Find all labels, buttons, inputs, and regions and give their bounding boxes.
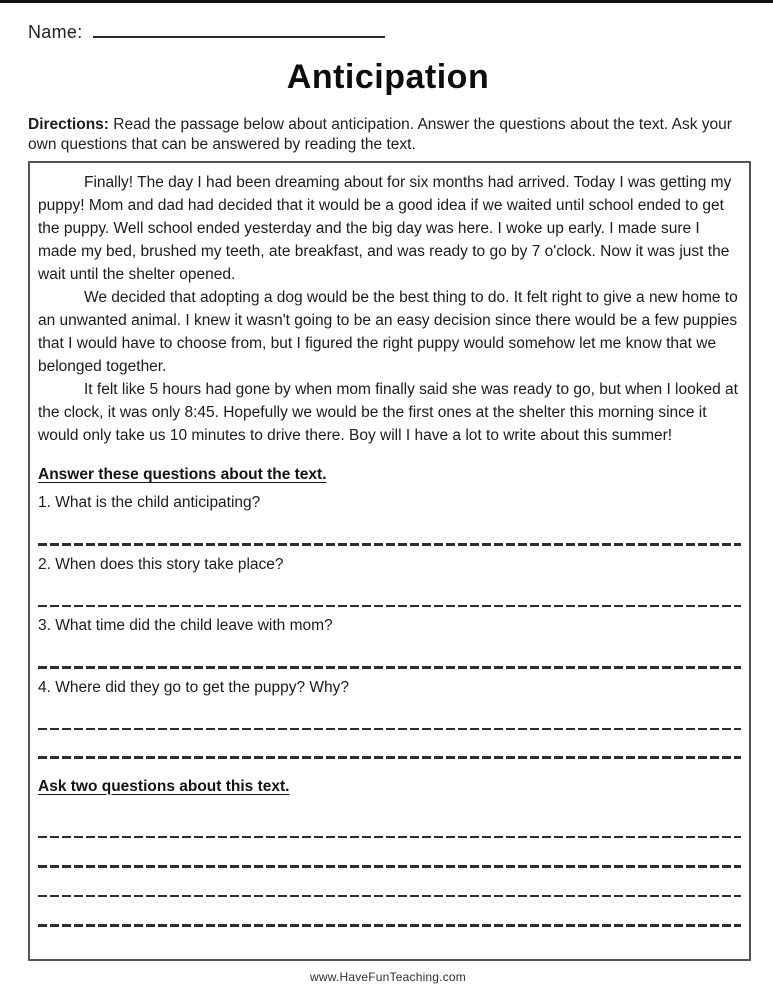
answer-blank-line (38, 924, 741, 927)
footer-url: www.HaveFunTeaching.com (309, 970, 466, 984)
answer-blank-line (38, 756, 741, 759)
answer-blank-line (38, 728, 741, 731)
passage-paragraph-2: We decided that adopting a dog would be the best thing to do. It felt right to give a new home to an unwanted animal. I knew it wasn't going to be an easy decision since there would be a few puppies that I would have to choose from, but I figured the right puppy would somehow let me know that we belonged together. (38, 289, 738, 375)
directions-label: Directions: (28, 116, 109, 133)
answer-blank-line (38, 895, 741, 898)
answer-blank-line (38, 836, 741, 839)
ask-section-header: Ask two questions about this text. (38, 777, 290, 795)
question-3: 3. What time did the child leave with mom? (38, 617, 333, 634)
answer-blank-line (38, 605, 741, 608)
question-2: 2. When does this story take place? (38, 555, 284, 573)
answer-blank-line (38, 666, 741, 669)
answer-blank-line (38, 865, 741, 868)
top-border-rule (0, 0, 773, 3)
passage-paragraph-1: Finally! The day I had been dreaming about for six months had arrived. Today I was getting my puppy! Mom and dad had decided that it would be a good idea if we waited until school ended to get the puppy. Well school ended yesterday and the big day was here. I woke up early. I made sure I made my bed, brushed my teeth, ate breakfast, and was ready to go by 7 o'clock. Now it was just the wait until the shelter opened. (38, 174, 732, 283)
question-4: 4. Where did they go to get the puppy? Why? (38, 678, 350, 696)
passage-box (28, 161, 751, 961)
ask-questions-area (38, 836, 741, 927)
directions-text: Read the passage below about anticipation. Answer the questions about the text. Ask your own questions that can be answered by reading the text. (28, 116, 732, 153)
name-label: Name: (28, 22, 83, 42)
passage-paragraph-3: It felt like 5 hours had gone by when mom finally said she was ready to go, but when I looked at the clock, it was only 8:45. Hopefully we would be the first ones at the shelter this morning since it would only take us 10 minutes to drive there. Boy will I have a lot to write about this summer! (38, 381, 738, 444)
answer-blank-line (38, 543, 741, 546)
directions (28, 115, 748, 154)
answer-section-header: Answer these questions about the text. (38, 466, 327, 483)
name-blank-line (93, 22, 385, 38)
worksheet-title: Anticipation (286, 58, 490, 96)
name-row (28, 22, 748, 46)
question-1: 1. What is the child anticipating? (38, 494, 261, 511)
